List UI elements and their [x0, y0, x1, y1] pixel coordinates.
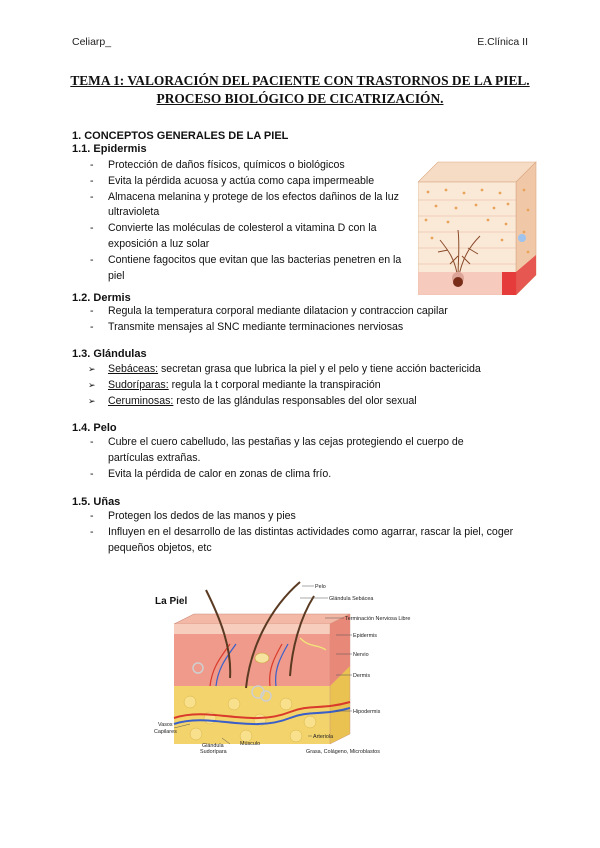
- label-glandula-sebacea: Glándula Sebácea: [329, 596, 374, 602]
- gland-text: resto de las glándulas responsables del olor sexual: [173, 394, 417, 407]
- epidermis-illustration: [418, 160, 538, 295]
- header-right: E.Clínica II: [477, 36, 528, 48]
- label-glandula: Glándula: [202, 743, 224, 749]
- label-hipodermis: Hipodermis: [353, 709, 381, 715]
- header-left: Celiarp_: [72, 36, 112, 48]
- label-sudoripara: Sudorípara: [200, 749, 227, 755]
- gland-term: Sebáceas:: [108, 363, 159, 375]
- list-item: - Contiene fagocitos que evitan que las bacterias penetren en la piel: [88, 253, 410, 285]
- glandulas-list: [88, 362, 538, 409]
- label-pelo: Pelo: [315, 584, 326, 590]
- label-arteriola: Arteriola: [313, 734, 334, 740]
- label-capilares: Capilares: [154, 729, 177, 735]
- pelo-list: [88, 435, 498, 482]
- epidermis-list: [88, 158, 410, 284]
- list-item: [88, 394, 538, 410]
- unas-heading: 1.5. Uñas: [72, 496, 121, 508]
- gland-term: Ceruminosas:: [108, 394, 174, 407]
- gland-text: secretan grasa que lubrica la piel y el pelo y tiene acción bactericida: [158, 363, 481, 375]
- list-item: [88, 378, 538, 394]
- gland-text: regula la t corporal mediante la transpiración: [168, 378, 381, 391]
- label-epidermis: Epidermis: [353, 633, 377, 639]
- list-item: - Protección de daños físicos, químicos o biológicos: [88, 158, 410, 174]
- glandulas-heading: 1.3. Glándulas: [72, 348, 147, 360]
- list-item: - Protegen los dedos de las manos y pies: [88, 509, 518, 525]
- list-item: - Cubre el cuero cabelludo, las pestañas y las cejas protegiendo el cuerpo de partículas extrañas.: [88, 435, 498, 467]
- list-item: - Transmite mensajes al SNC mediante terminaciones nerviosas: [88, 320, 528, 336]
- diagram-title: La Piel: [155, 596, 188, 607]
- label-musculo: Músculo: [240, 741, 261, 747]
- gland-term: Sudoríparas:: [108, 378, 169, 391]
- page-title: TEMA 1: VALORACIÓN DEL PACIENTE CON TRASTORNOS DE LA PIEL. PROCESO BIOLÓGICO DE CICATRIZACIÓN.: [70, 73, 530, 106]
- list-item: - Evita la pérdida de calor en zonas de clima frío.: [88, 467, 498, 483]
- pelo-heading: 1.4. Pelo: [72, 422, 117, 434]
- unas-list: [88, 509, 518, 556]
- dermis-heading: 1.2. Dermis: [72, 292, 131, 304]
- dermis-list: [88, 304, 528, 336]
- skin-diagram: [150, 578, 450, 764]
- epidermis-heading: 1.1. Epidermis: [72, 143, 147, 155]
- label-grasa: Grasa, Colágeno, Microblastos: [306, 749, 381, 755]
- list-item: - Regula la temperatura corporal mediante dilatacion y contraccion capilar: [88, 304, 528, 320]
- list-item: - Almacena melanina y protege de los efectos dañinos de la luz ultravioleta: [88, 190, 410, 222]
- list-item: [88, 362, 538, 378]
- label-terminacion: Terminación Nerviosa Libre: [345, 616, 411, 622]
- list-item: - Influyen en el desarrollo de las distintas actividades como agarrar, rascar la piel, coger pequeños objetos, etc: [88, 525, 518, 557]
- section-heading: 1. CONCEPTOS GENERALES DE LA PIEL: [72, 130, 289, 142]
- label-nervio: Nervio: [353, 652, 369, 658]
- list-item: - Convierte las moléculas de colesterol a vitamina D con la exposición a luz solar: [88, 221, 410, 253]
- list-item: - Evita la pérdida acuosa y actúa como capa impermeable: [88, 174, 410, 190]
- label-dermis: Dermis: [353, 673, 371, 679]
- label-vasos: Vasos: [158, 722, 173, 728]
